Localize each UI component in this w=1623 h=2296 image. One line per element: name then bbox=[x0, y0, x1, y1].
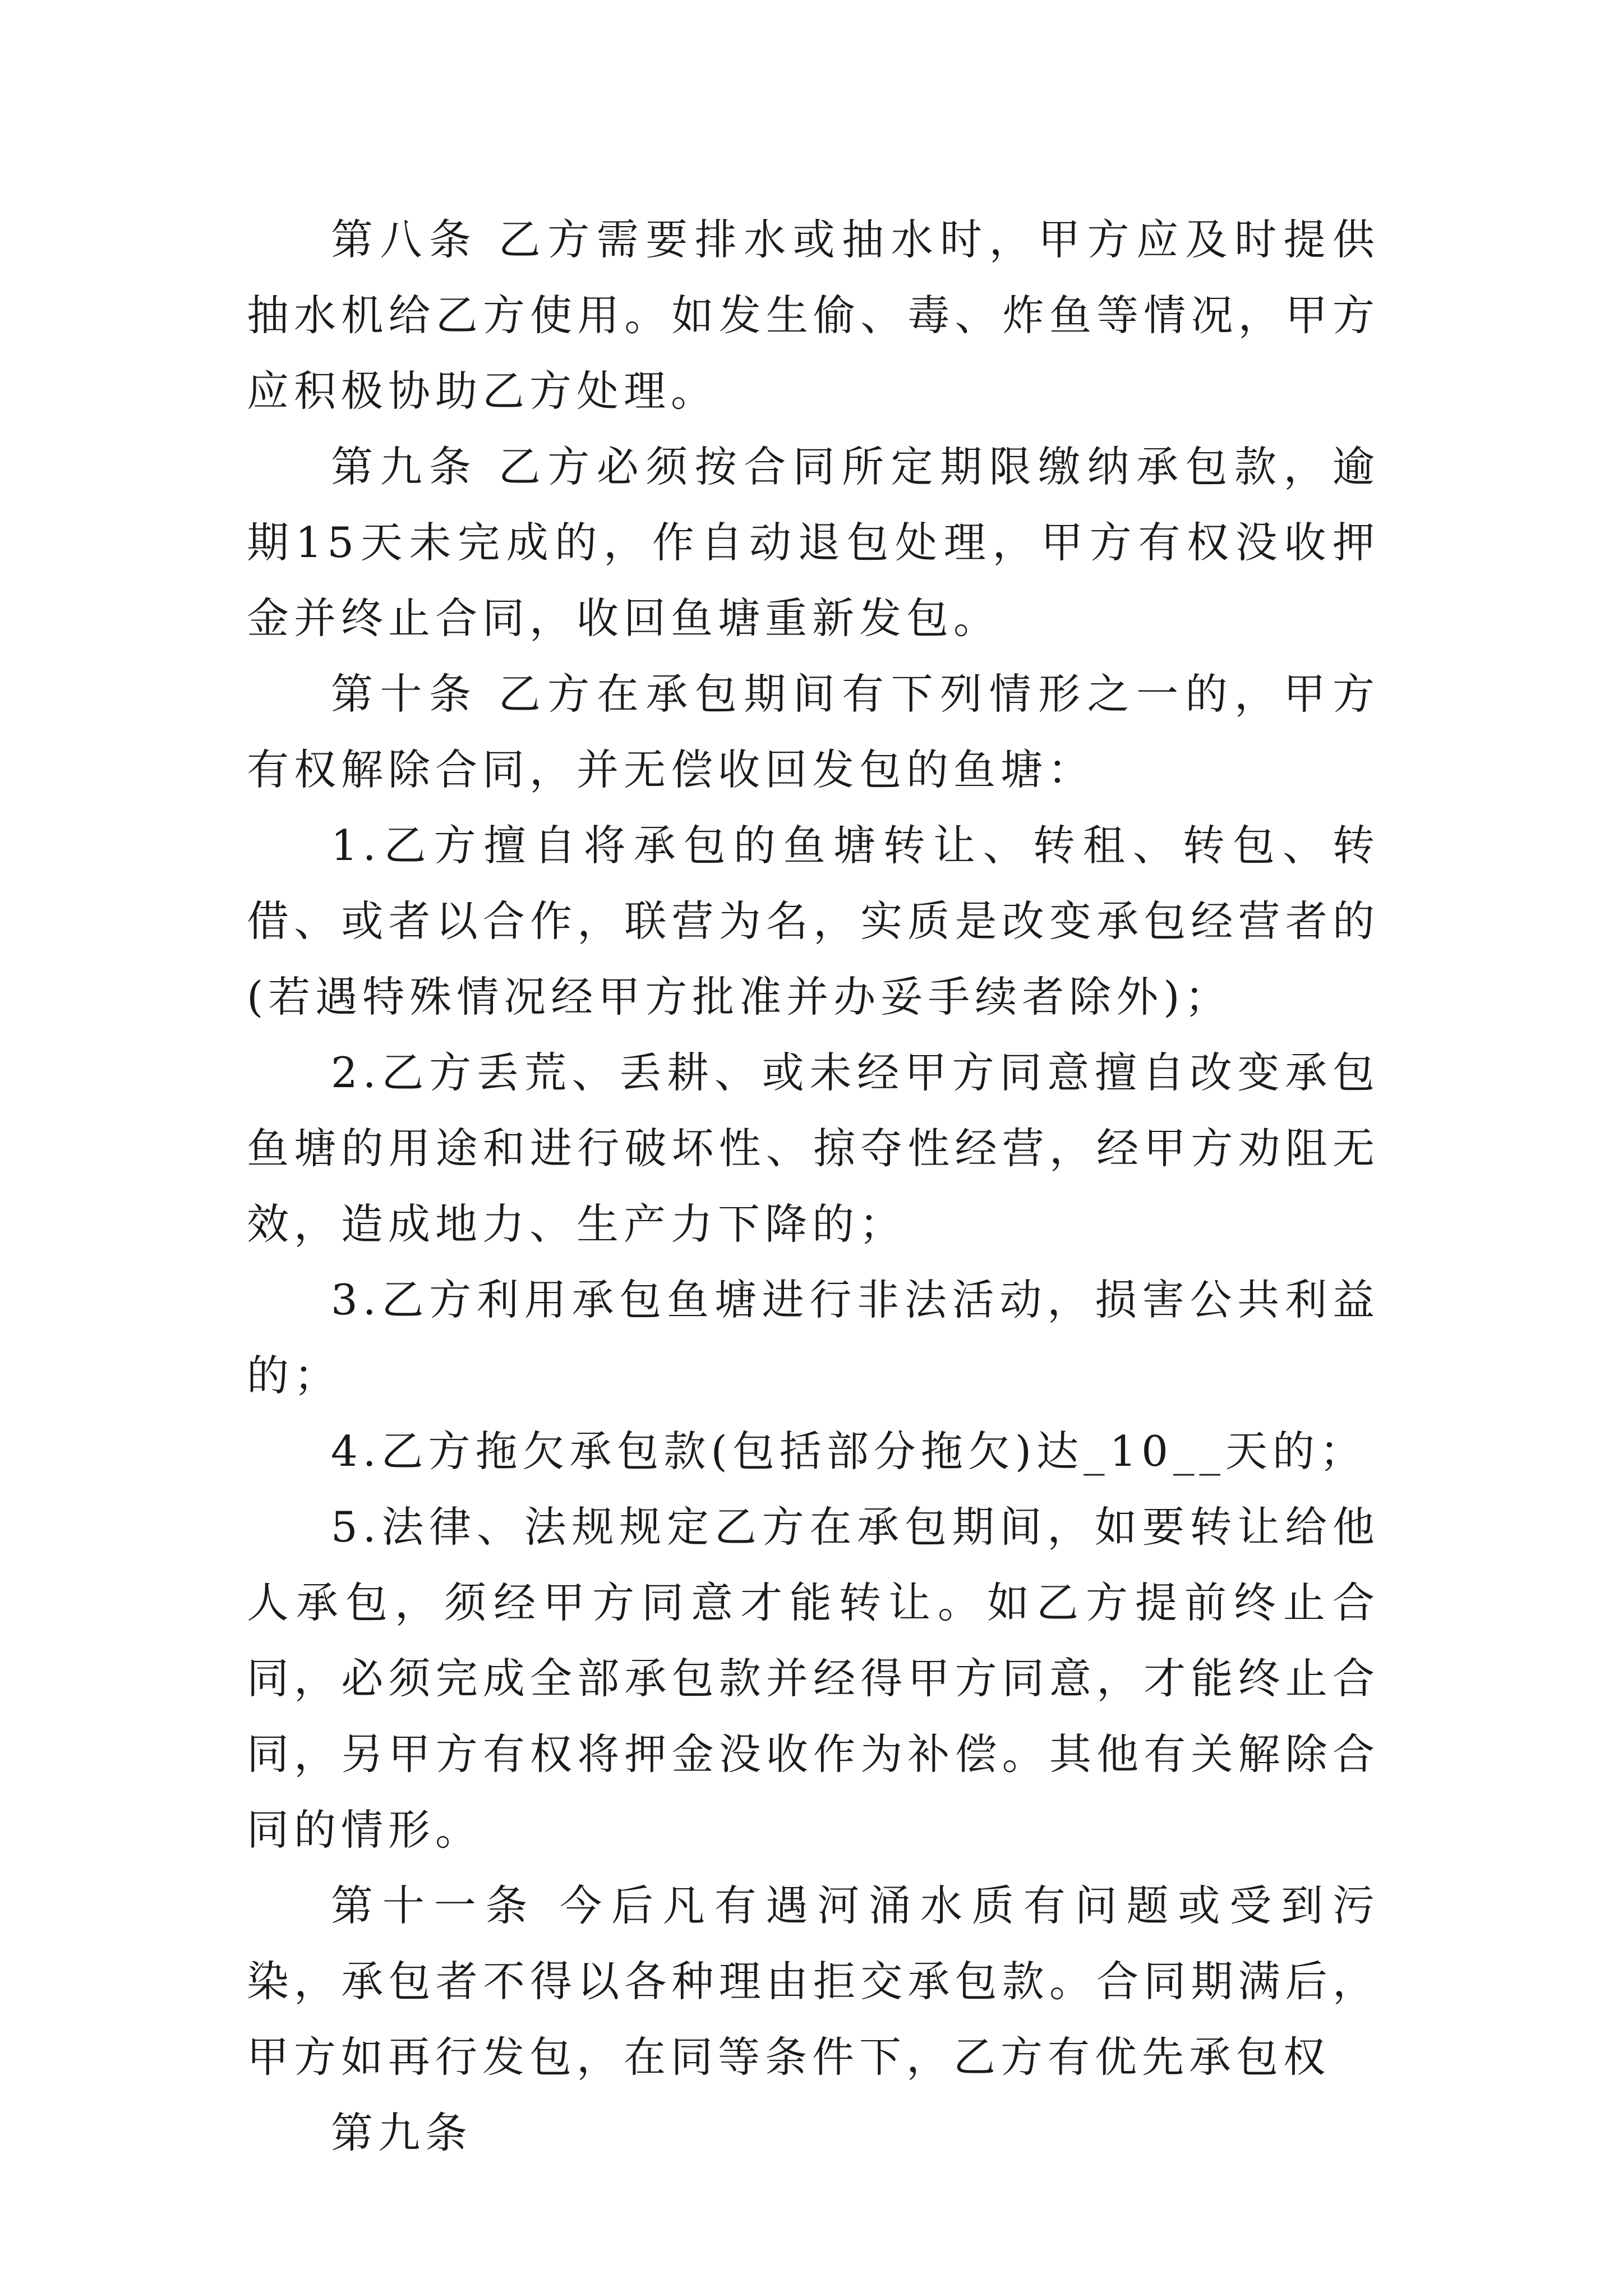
clause-5-paragraph: 5.法律、法规规定乙方在承包期间，如要转让给他人承包，须经甲方同意才能转让。如乙方提前终止合同，必须完成全部承包款并经得甲方同意，才能终止合同，另甲方有权将押金没收作为补偿。其他有关解除合同的情形。 bbox=[247, 1502, 1380, 1855]
article-9-paragraph: 第九条 乙方必须按合同所定期限缴纳承包款，逾期15天未完成的，作自动退包处理，甲方有权没收押金并终止合同，收回鱼塘重新发包。 bbox=[247, 442, 1380, 643]
clause-3-paragraph: 3.乙方利用承包鱼塘进行非法活动，损害公共利益的； bbox=[247, 1275, 1380, 1400]
clause-2-paragraph: 2.乙方丢荒、丢耕、或未经甲方同意擅自改变承包鱼塘的用途和进行破坏性、掠夺性经营，经甲方劝阻无效，造成地力、生产力下降的； bbox=[247, 1048, 1380, 1249]
clause-1-paragraph: 1.乙方擅自将承包的鱼塘转让、转租、转包、转借、或者以合作，联营为名，实质是改变承包经营者的(若遇特殊情况经甲方批准并办妥手续者除外)； bbox=[247, 821, 1380, 1022]
article-10-paragraph: 第十条 乙方在承包期间有下列情形之一的，甲方有权解除合同，并无偿收回发包的鱼塘： bbox=[247, 669, 1380, 794]
article-11-paragraph: 第十一条 今后凡有遇河涌水质有问题或受到污染，承包者不得以各种理由拒交承包款。合同期满后，甲方如再行发包，在同等条件下，乙方有优先承包权 bbox=[247, 1881, 1380, 2082]
document-body bbox=[247, 202, 1380, 2171]
article-8-paragraph: 第八条 乙方需要排水或抽水时，甲方应及时提供抽水机给乙方使用。如发生偷、毒、炸鱼等情况，甲方应积极协助乙方处理。 bbox=[247, 215, 1380, 416]
article-9-heading: 第九条 bbox=[331, 2108, 473, 2157]
clause-4-paragraph: 4.乙方拖欠承包款(包括部分拖欠)达_10__天的； bbox=[331, 1427, 1367, 1476]
